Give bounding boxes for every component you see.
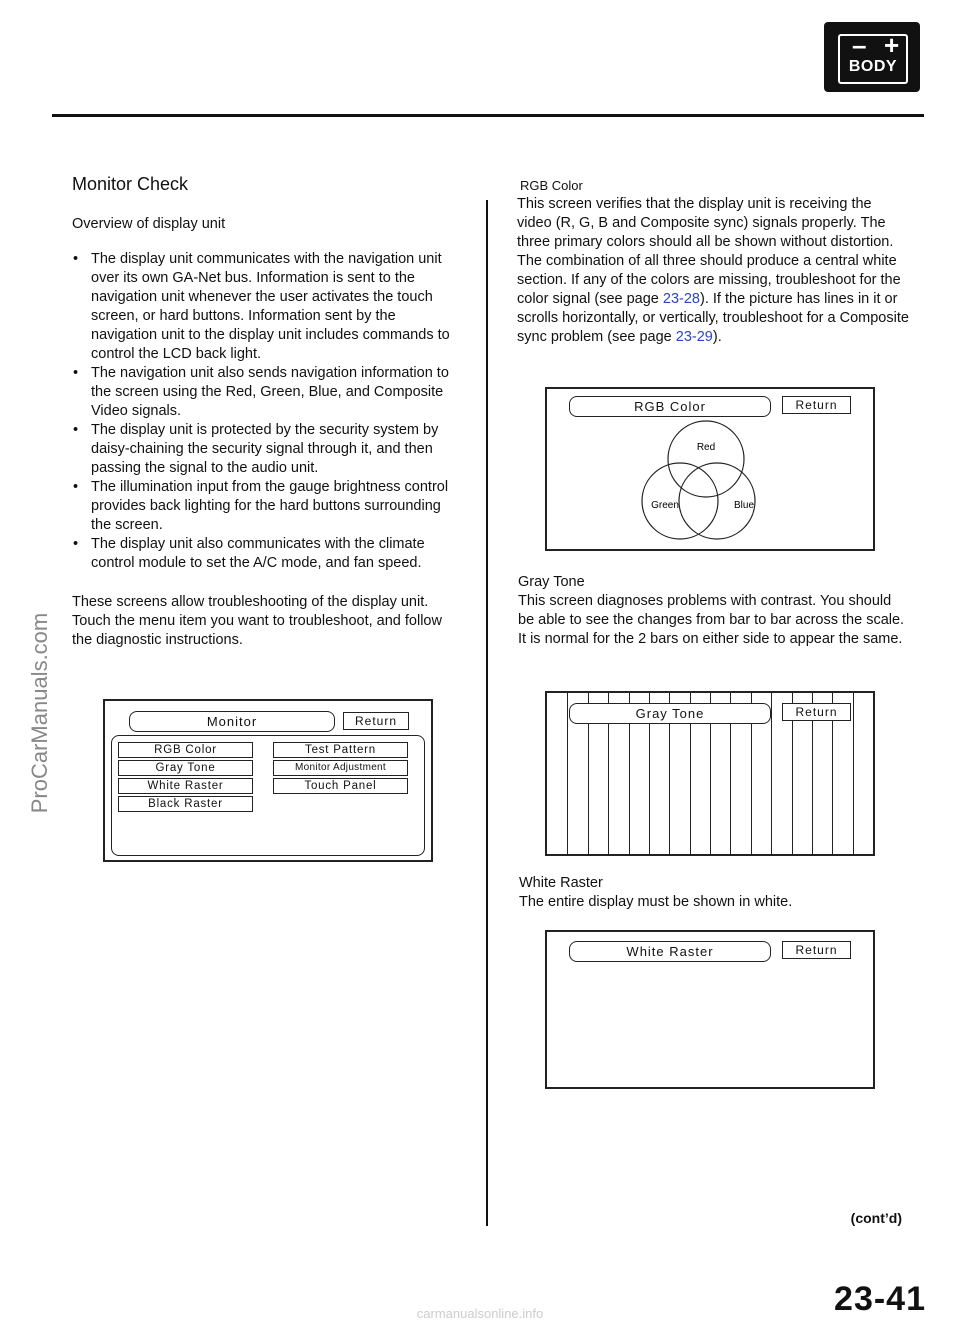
menu-white-raster[interactable]: White Raster — [118, 778, 253, 794]
rgb-venn-diagram — [547, 389, 873, 549]
white-heading: White Raster — [519, 875, 603, 891]
menu-monitor-adjustment[interactable]: Monitor Adjustment — [273, 760, 408, 776]
red-label: Red — [696, 442, 716, 453]
return-button[interactable]: Return — [343, 712, 409, 730]
white-raster-screen-figure — [545, 930, 875, 1089]
monitor-screen-figure — [103, 699, 433, 862]
menu-black-raster[interactable]: Black Raster — [118, 796, 253, 812]
closing-paragraph: These screens allow troubleshooting of the display unit. Touch the menu item you want to troubleshoot, and follow the diagnostic instructions. — [72, 594, 442, 648]
menu-rgb-color[interactable]: RGB Color — [118, 742, 253, 758]
rgb-heading: RGB Color — [520, 178, 583, 193]
rgb-paragraph: This screen verifies that the display unit is receiving the video (R, G, B and Composite sync) signals properly. The three primary colors should all be shown without distortion. The combination of all three should produce a central white section. If any of the colors are missing, troubleshoot for the color signal (see page 23-28). If the picture has lines in it or scrolls horizontally, or vertically, troubleshoot for a Composite sync problem (see page 23-29). — [517, 196, 909, 345]
return-button[interactable]: Return — [782, 941, 851, 959]
gray-heading: Gray Tone — [518, 574, 585, 590]
rgb-screen-title: RGB Color — [569, 396, 771, 417]
bullet-item: • The illumination input from the gauge brightness control provides back lighting for the hard buttons surrounding the screen. — [72, 478, 464, 535]
red-circle — [668, 421, 744, 497]
header-rule — [52, 114, 924, 117]
return-button[interactable]: Return — [782, 703, 851, 721]
gray-screen-title: Gray Tone — [569, 703, 771, 724]
monitor-title: Monitor — [129, 711, 335, 732]
continued-label: (cont’d) — [850, 1210, 902, 1226]
bullet-item: • The display unit is protected by the security system by daisy-chaining the security signal through it, and then passing the signal to the audio unit. — [72, 421, 464, 478]
column-divider — [486, 200, 488, 1226]
badge-plus: + — [884, 30, 900, 60]
white-paragraph: The entire display must be shown in white. — [519, 894, 793, 910]
green-label: Green — [651, 500, 679, 511]
gray-tone-screen-figure — [545, 691, 875, 856]
watermark: ProCarManuals.com — [27, 612, 52, 814]
menu-test-pattern[interactable]: Test Pattern — [273, 742, 408, 758]
bullet-item: • The display unit communicates with the navigation unit over its own GA-Net bus. Information is sent to the navigation unit whenever the user activates the touch screen, or hard buttons. Information sent by the navigation unit to the display unit includes commands to control the LCD back light. — [72, 250, 464, 364]
gray-paragraph: This screen diagnoses problems with contrast. You should be able to see the changes from bar to bar across the scale. It is normal for the 2 bars on either side to appear the same. — [518, 593, 905, 647]
blue-label: Blue — [733, 500, 755, 511]
white-screen-title: White Raster — [569, 941, 771, 962]
overview-bullets — [72, 250, 464, 573]
rgb-screen-figure — [545, 387, 875, 551]
page-number: 23-41 — [834, 1280, 926, 1318]
overview-heading: Overview of display unit — [72, 216, 226, 232]
badge-label: BODY — [848, 58, 898, 75]
badge-minus: – — [852, 30, 867, 60]
menu-touch-panel[interactable]: Touch Panel — [273, 778, 408, 794]
page-ref-link[interactable]: 23-29 — [675, 329, 713, 345]
bullet-item: • The navigation unit also sends navigation information to the screen using the Red, Green, Blue, and Composite Video signals. — [72, 364, 464, 421]
menu-gray-tone[interactable]: Gray Tone — [118, 760, 253, 776]
page-title: Monitor Check — [72, 174, 189, 194]
bullet-item: • The display unit also communicates with the climate control module to set the A/C mode, and fan speed. — [72, 535, 464, 573]
battery-body-icon — [824, 22, 920, 92]
return-button[interactable]: Return — [782, 396, 851, 414]
page-ref-link[interactable]: 23-28 — [662, 291, 700, 307]
footer-watermark: carmanualsonline.info — [416, 1306, 544, 1321]
